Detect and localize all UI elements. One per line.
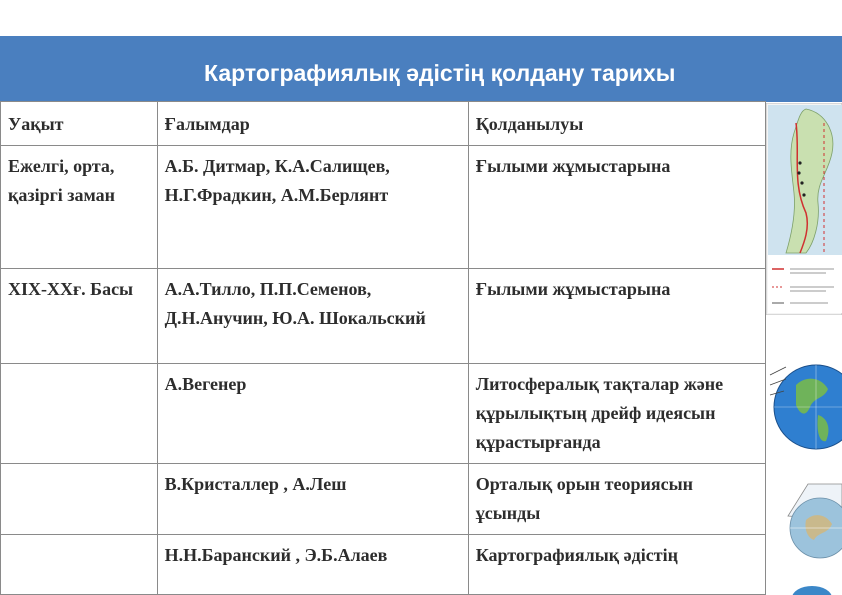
table-row (1, 464, 766, 535)
cell-usage: Орталық орын теориясын ұсынды (468, 464, 765, 535)
cell-period (1, 464, 158, 535)
table-row (1, 269, 766, 364)
table-row (1, 146, 766, 269)
globe-icon (790, 582, 842, 595)
table-header-row (1, 102, 766, 146)
cell-usage: Литосфералық тақталар және құрылықтың дрейф идеясын құрастырғанда (468, 364, 765, 464)
globe-image (766, 345, 842, 465)
cell-usage: Картографиялық әдістің (468, 535, 765, 595)
header-usage: Қолданылуы (468, 102, 765, 146)
cell-period (1, 535, 158, 595)
table-row (1, 535, 766, 595)
header-period: Уақыт (1, 102, 158, 146)
plate-tectonics-map-image (766, 103, 842, 315)
cell-period: Ежелгі, орта, қазіргі заман (1, 146, 158, 269)
cell-usage: Ғылыми жұмыстарына (468, 146, 765, 269)
header-scientists: Ғалымдар (157, 102, 468, 146)
cell-usage: Ғылыми жұмыстарына (468, 269, 765, 364)
cell-scientists: А.Б. Дитмар, К.А.Салищев, Н.Г.Фрадкин, А.М.Берлянт (157, 146, 468, 269)
cell-scientists: В.Кристаллер , А.Леш (157, 464, 468, 535)
cell-scientists: А.А.Тилло, П.П.Семенов, Д.Н.Анучин, Ю.А. Шокальский (157, 269, 468, 364)
cell-period (1, 364, 158, 464)
history-table (0, 101, 766, 595)
globe-projection-image (784, 480, 842, 565)
cell-scientists: Н.Н.Баранский , Э.Б.Алаев (157, 535, 468, 595)
table-row (1, 364, 766, 464)
cell-scientists: А.Вегенер (157, 364, 468, 464)
cell-period: XIX-XXғ. Басы (1, 269, 158, 364)
slide-title: Картографиялық әдістің қолдану тарихы (204, 60, 676, 86)
